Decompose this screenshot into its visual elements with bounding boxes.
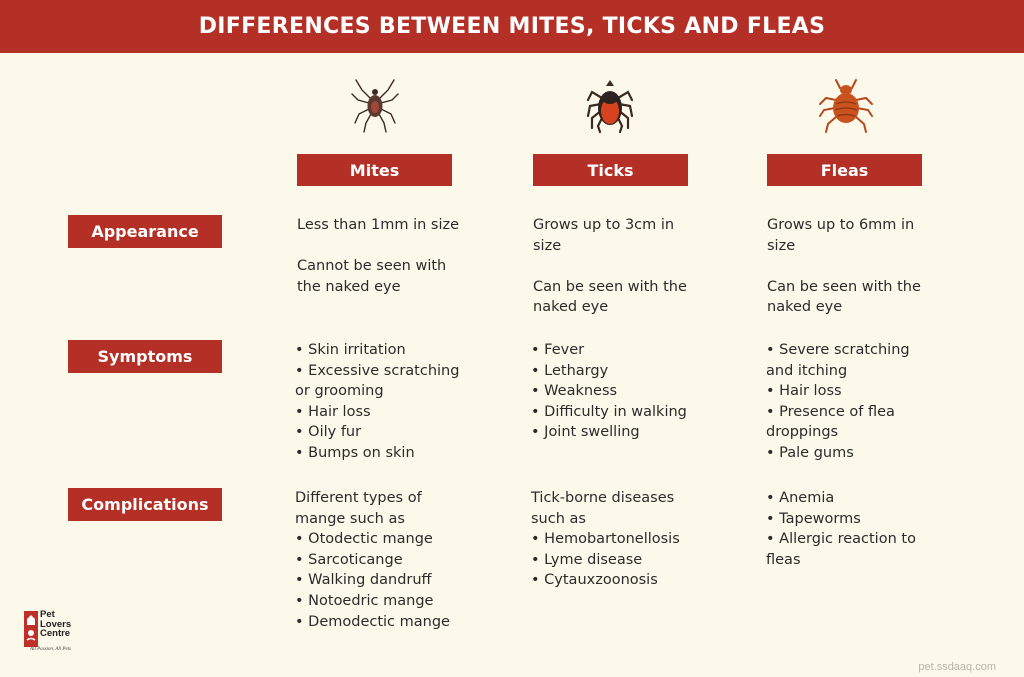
cell-line: • Notoedric mange: [295, 592, 434, 609]
tick-icon: [584, 76, 636, 134]
cell-line: naked eye: [533, 299, 609, 316]
cell-line: • Skin irritation: [295, 342, 406, 358]
cell-line: • Walking dandruff: [295, 572, 432, 589]
cell-line: • Excessive scratching: [295, 362, 460, 379]
cell-line: Can be seen with the: [767, 278, 921, 295]
cell-line: naked eye: [767, 299, 843, 316]
row-header-complications: Complications: [68, 488, 222, 521]
mite-icon: [350, 76, 400, 134]
cell-line: • Lyme disease: [531, 551, 643, 568]
cell-complications-ticks: [531, 488, 706, 591]
row-header-appearance: Appearance: [68, 215, 222, 248]
logo-tagline: All Passion, All Pets: [30, 647, 72, 652]
row-header-symptoms: Symptoms: [68, 340, 222, 373]
cell-symptoms-mites: [295, 340, 470, 464]
watermark: pet.ssdaaq.com: [918, 661, 996, 673]
cell-appearance-fleas: [767, 215, 942, 318]
cell-line: • Bumps on skin: [295, 444, 415, 461]
cell-line: • Oily fur: [295, 424, 362, 441]
logo-wordmark: [40, 610, 71, 639]
cell-line: Grows up to 3cm in: [533, 217, 675, 233]
cell-paragraph: [766, 340, 941, 464]
cell-line: Can be seen with the: [533, 278, 687, 295]
cell-line: • Tapeworms: [766, 510, 861, 527]
cell-line: or grooming: [295, 383, 384, 400]
cell-line: • Severe scratching: [766, 342, 910, 358]
cell-line: Tick-borne diseases: [531, 490, 675, 506]
cell-paragraph: [767, 215, 942, 256]
flea-icon: [818, 76, 874, 134]
cell-line: • Joint swelling: [531, 424, 640, 441]
logo-line-2: Lovers: [40, 618, 72, 630]
cell-paragraph: [531, 488, 706, 591]
cell-line: Grows up to 6mm in: [767, 217, 915, 233]
cell-line: mange such as: [295, 510, 405, 527]
cell-paragraph: [533, 215, 708, 256]
cell-line: Less than 1mm in size: [297, 217, 460, 233]
cell-line: • Hair loss: [295, 403, 371, 420]
cell-paragraph: [533, 277, 708, 318]
cell-line: Different types of: [295, 490, 422, 506]
cell-appearance-ticks: [533, 215, 708, 318]
cell-complications-fleas: [766, 488, 941, 570]
cell-line: • Demodectic mange: [295, 613, 450, 630]
cell-line: • Cytauxzoonosis: [531, 572, 658, 589]
cell-paragraph: [295, 340, 470, 464]
cell-line: • Otodectic mange: [295, 531, 433, 548]
cell-line: such as: [531, 510, 586, 527]
cell-line: Cannot be seen with: [297, 258, 447, 275]
cell-line: • Hemobartonellosis: [531, 531, 680, 548]
column-header-ticks: Ticks: [533, 154, 688, 186]
cell-line: • Allergic reaction to: [766, 531, 916, 548]
column-header-mites: Mites: [297, 154, 452, 186]
cell-line: size: [533, 237, 562, 254]
cell-complications-mites: [295, 488, 470, 632]
cell-appearance-mites: [297, 215, 472, 297]
cell-line: • Weakness: [531, 383, 618, 400]
cell-line: and itching: [766, 362, 848, 379]
column-header-fleas: Fleas: [767, 154, 922, 186]
cell-symptoms-fleas: [766, 340, 941, 464]
cell-line: • Anemia: [766, 490, 835, 506]
cell-line: • Lethargy: [531, 362, 609, 379]
cell-line: • Pale gums: [766, 444, 854, 461]
cell-line: size: [767, 237, 796, 254]
logo-line-1: Pet: [40, 609, 55, 620]
cell-line: • Presence of flea: [766, 403, 895, 420]
cell-line: • Difficulty in walking: [531, 403, 687, 420]
cell-paragraph: [297, 215, 472, 236]
cell-line: • Sarcoticange: [295, 551, 403, 568]
title-banner: [0, 0, 1024, 53]
page-title: DIFFERENCES BETWEEN MITES, TICKS AND FLEAS: [198, 14, 826, 39]
cell-paragraph: [295, 488, 470, 632]
cell-line: • Hair loss: [766, 383, 842, 400]
logo-line-3: Centre: [40, 628, 71, 639]
cell-line: fleas: [766, 551, 801, 568]
cell-paragraph: [297, 256, 472, 297]
cell-paragraph: [766, 488, 941, 570]
cell-symptoms-ticks: [531, 340, 706, 443]
cell-line: • Fever: [531, 342, 585, 358]
cell-line: droppings: [766, 424, 839, 441]
cell-paragraph: [531, 340, 706, 443]
cell-paragraph: [767, 277, 942, 318]
cell-line: the naked eye: [297, 278, 401, 295]
